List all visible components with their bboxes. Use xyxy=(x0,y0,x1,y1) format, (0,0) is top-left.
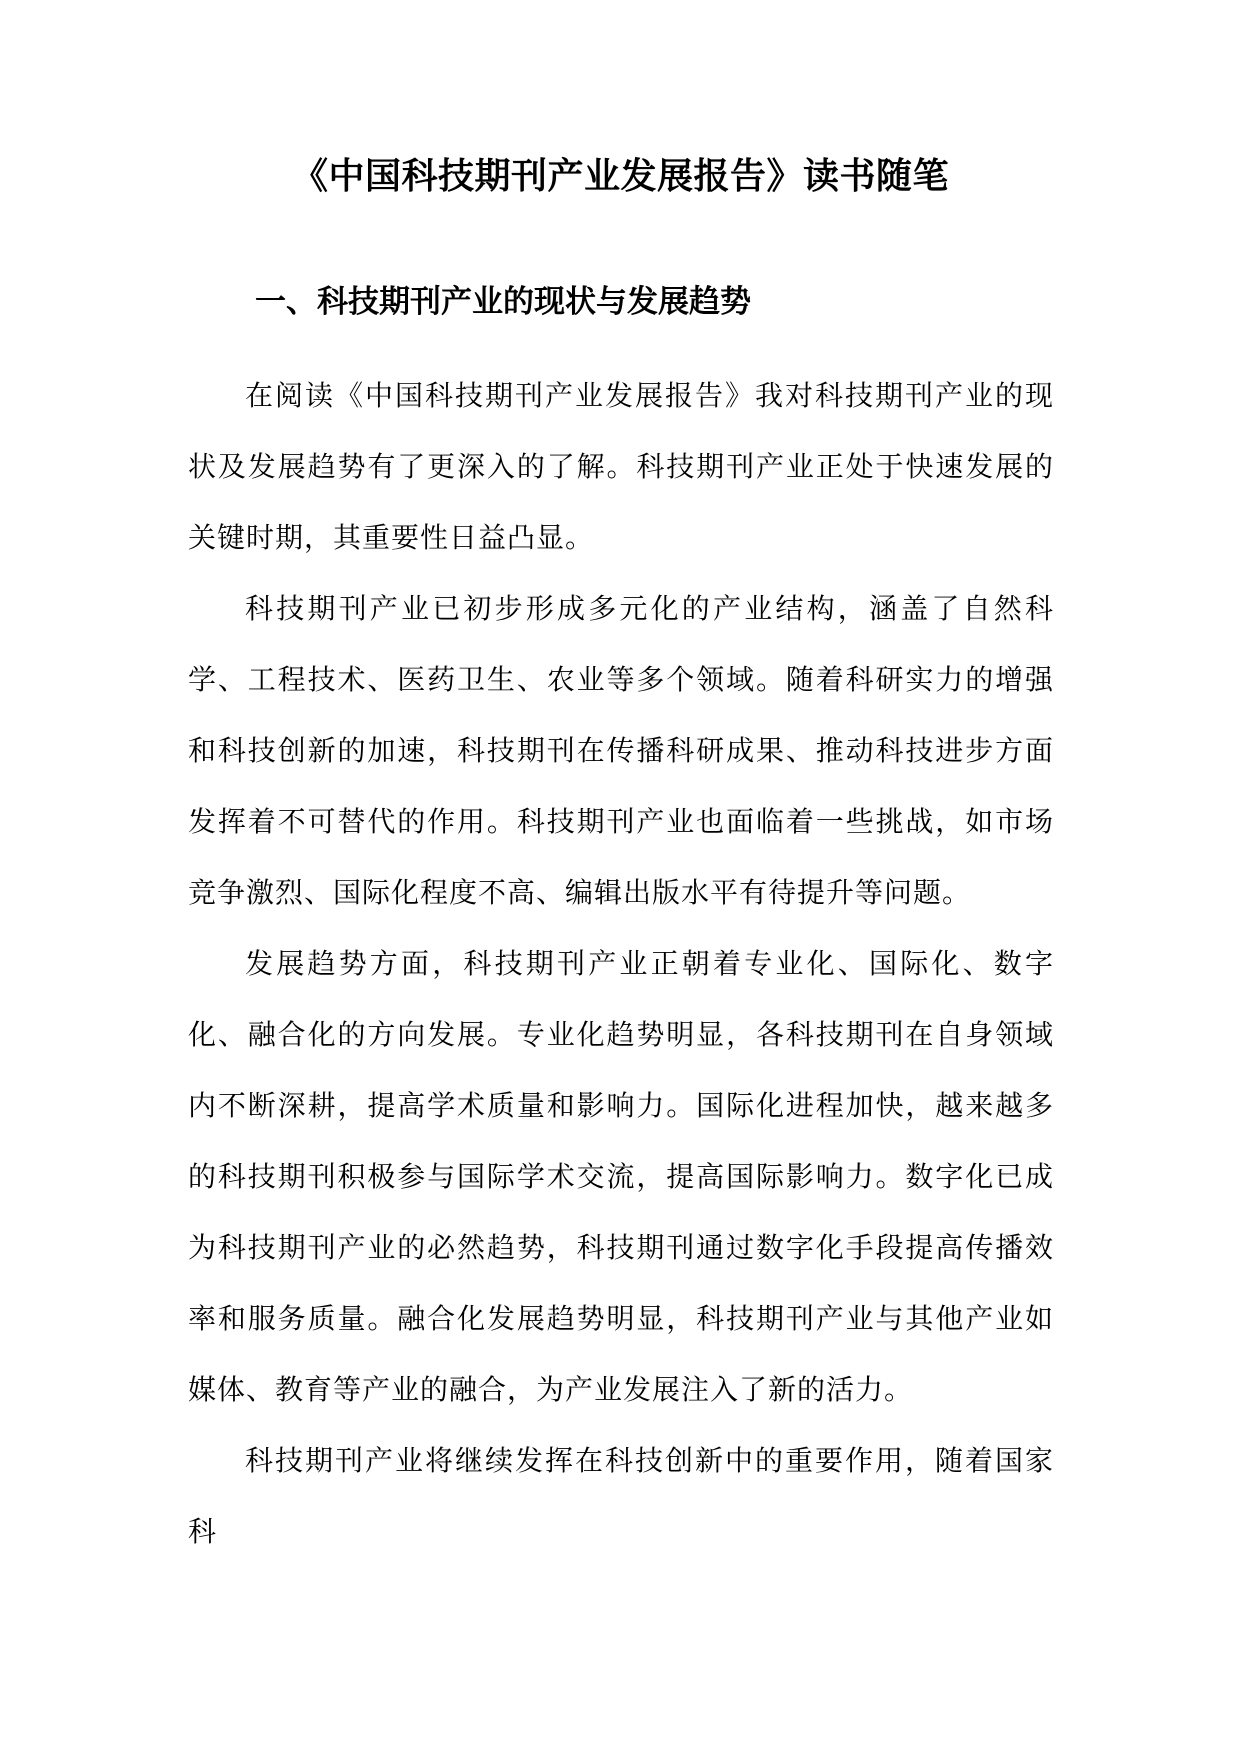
body-text xyxy=(188,360,1054,1567)
document-title: 《中国科技期刊产业发展报告》读书随笔 xyxy=(291,156,949,197)
paragraph: 发展趋势方面，科技期刊产业正朝着专业化、国际化、数字化、融合化的方向发展。专业化趋势明显，各科技期刊在自身领域内不断深耕，提高学术质量和影响力。国际化进程加快，越来越多的科技期刊积极参与国际学术交流，提高国际影响力。数字化已成为科技期刊产业的必然趋势，科技期刊通过数字化手段提高传播效率和服务质量。融合化发展趋势明显，科技期刊产业与其他产业如媒体、教育等产业的融合，为产业发展注入了新的活力。 xyxy=(188,947,1054,1406)
paragraph: 在阅读《中国科技期刊产业发展报告》我对科技期刊产业的现状及发展趋势有了更深入的了解。科技期刊产业正处于快速发展的关键时期，其重要性日益凸显。 xyxy=(188,379,1054,554)
paragraph: 科技期刊产业将继续发挥在科技创新中的重要作用，随着国家科 xyxy=(188,1444,1054,1548)
section-heading: 一、科技期刊产业的现状与发展趋势 xyxy=(255,284,751,320)
paragraph: 科技期刊产业已初步形成多元化的产业结构，涵盖了自然科学、工程技术、医药卫生、农业等多个领域。随着科研实力的增强和科技创新的加速，科技期刊在传播科研成果、推动科技进步方面发挥着不可替代的作用。科技期刊产业也面临着一些挑战，如市场竞争激烈、国际化程度不高、编辑出版水平有待提升等问题。 xyxy=(188,592,1054,909)
